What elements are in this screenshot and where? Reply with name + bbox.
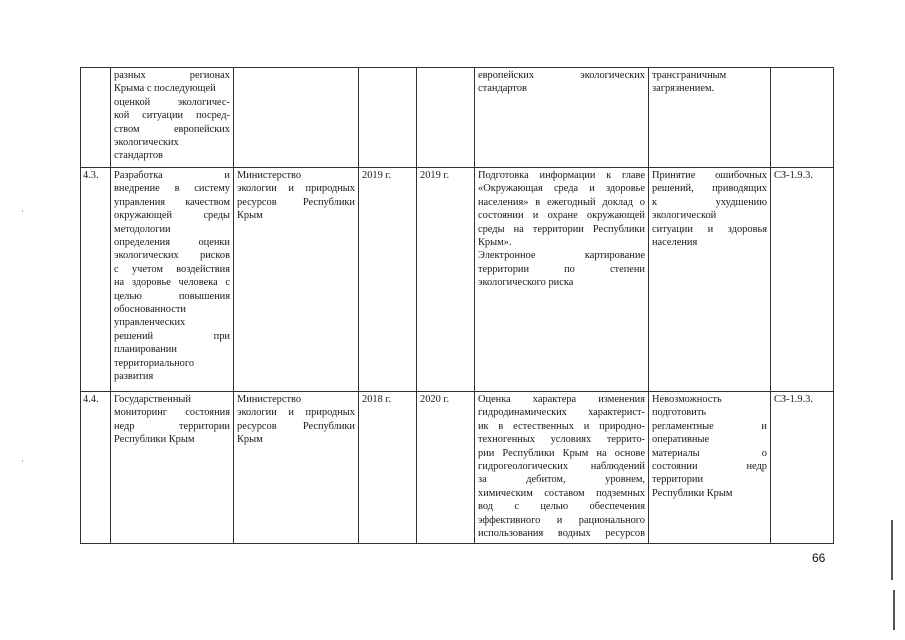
- measure-name-line: мониторинг состояния: [114, 407, 230, 419]
- measure-name-line: методологии: [114, 223, 171, 235]
- measure-name-line: обоснованности: [114, 304, 186, 316]
- measure-name-line: окружающей среды: [114, 210, 230, 222]
- measure-name-line: целью повышения: [114, 290, 230, 302]
- executor-line: экологии и природных: [237, 407, 355, 419]
- expected-result-line: гидродинамических характерист-: [478, 407, 645, 419]
- measure-name-line: Разработка и: [114, 170, 230, 181]
- expected-result-line: техногенных условиях террито-: [478, 434, 645, 446]
- risks-line: загрязнением.: [652, 83, 715, 95]
- expected-result-line: вод с целью обеспечения: [478, 501, 645, 513]
- expected-result-line: стандартов: [478, 83, 527, 95]
- measure-name-line: внедрение в систему: [114, 183, 230, 195]
- measure-name-line: недр территории: [114, 420, 230, 432]
- risks: [649, 68, 771, 168]
- expected-result-line: рии Республики Крым на основе: [478, 447, 645, 459]
- expected-result-line: Крым».: [478, 237, 512, 249]
- risks-line: состоянии недр: [652, 461, 767, 473]
- end-year: [417, 68, 475, 168]
- risks-line: экологической: [652, 210, 717, 222]
- executor: [234, 168, 359, 392]
- risks-line: Принятие ошибочных: [652, 170, 767, 181]
- table-row: [81, 68, 834, 168]
- measure-name: [111, 168, 234, 392]
- expected-result-line: химическим составом подземных: [478, 487, 645, 499]
- risks-line: Невозможность: [652, 394, 722, 405]
- risks: [649, 168, 771, 392]
- expected-result-line: состоянии и охране окружающей: [478, 210, 645, 222]
- right-edge-mark: [891, 520, 893, 580]
- measure-name-line: стандартов: [114, 150, 163, 162]
- measure-name-line: на здоровье человека с: [114, 277, 230, 289]
- expected-result: [475, 392, 649, 544]
- executor-line: Крым: [237, 210, 263, 222]
- risks-line: к ухудшению: [652, 196, 767, 208]
- start-year: 2019 г.: [359, 168, 417, 392]
- row-number: 4.4.: [81, 392, 111, 544]
- measure-name-line: определения оценки: [114, 237, 230, 249]
- left-margin-mark: [22, 210, 23, 212]
- expected-result-line: использования водных ресурсов: [478, 528, 645, 540]
- measure-name-line: ством европейских: [114, 123, 230, 135]
- risks-line: решений, приводящих: [652, 183, 767, 195]
- expected-result-line: экологического риска: [478, 277, 574, 289]
- expected-result-line: территории по степени: [478, 263, 645, 275]
- expected-result-line: европейских экологических: [478, 70, 645, 81]
- measure-name-line: кой ситуации посред-: [114, 110, 230, 122]
- expected-result-line: «Окружающая среда и здоровье: [478, 183, 645, 195]
- risks-line: оперативные: [652, 434, 710, 446]
- expected-result-line: эффективного и рационального: [478, 514, 645, 526]
- measure-name-line: планировании: [114, 344, 177, 356]
- end-year: 2019 г.: [417, 168, 475, 392]
- expected-result: [475, 168, 649, 392]
- risks: [649, 392, 771, 544]
- executor-line: ресурсов Республики: [237, 196, 355, 208]
- measure-name-line: экологических рисков: [114, 250, 230, 262]
- measure-name-line: оценкой экологичес-: [114, 96, 230, 108]
- measure-name-line: экологических: [114, 137, 179, 149]
- measure-name: [111, 68, 234, 168]
- risks-line: регламентные и: [652, 420, 767, 432]
- executor: [234, 392, 359, 544]
- risks-line: территории: [652, 474, 704, 486]
- executor-line: Крым: [237, 434, 263, 446]
- expected-result: [475, 68, 649, 168]
- risks-line: ситуации и здоровья: [652, 223, 767, 235]
- measure-name-line: разных регионах: [114, 70, 230, 81]
- risks-line: трансграничным: [652, 70, 727, 81]
- expected-result-line: Подготовка информации к главе: [478, 170, 645, 181]
- executor-line: ресурсов Республики: [237, 420, 355, 432]
- executor-line: Министерство: [237, 170, 302, 181]
- risks-line: материалы о: [652, 447, 767, 459]
- table-row: [81, 392, 834, 544]
- measure-name-line: Государственный: [114, 394, 191, 405]
- measure-name-line: с учетом воздействия: [114, 263, 230, 275]
- end-year: 2020 г.: [417, 392, 475, 544]
- measure-name: [111, 392, 234, 544]
- measure-name-line: развития: [114, 371, 154, 383]
- expected-result-line: среды на территории Республики: [478, 223, 645, 235]
- risks-line: подготовить: [652, 407, 707, 419]
- measure-name-line: управленческих: [114, 317, 186, 329]
- risks-line: населения: [652, 237, 698, 249]
- goal-code: СЗ-1.9.3.: [771, 168, 834, 392]
- measure-name-line: территориального: [114, 357, 195, 369]
- risks-line: Республики Крым: [652, 487, 733, 499]
- expected-result-line: Электронное картирование: [478, 250, 645, 262]
- expected-result-line: населения» в ежегодный доклад о: [478, 196, 645, 208]
- expected-result-line: за дебитом, уровнем,: [478, 474, 645, 486]
- executor-line: экологии и природных: [237, 183, 355, 195]
- measure-name-line: Крыма с последующей: [114, 83, 216, 95]
- measure-name-line: Республики Крым: [114, 434, 195, 446]
- left-margin-mark-2: [22, 460, 23, 462]
- goal-code: [771, 68, 834, 168]
- page-number: 66: [812, 551, 826, 565]
- start-year: [359, 68, 417, 168]
- document-table: [80, 67, 834, 544]
- expected-result-line: Оценка характера изменения: [478, 394, 645, 405]
- measure-name-line: управления качеством: [114, 196, 230, 208]
- executor: [234, 68, 359, 168]
- measure-name-line: решений при: [114, 330, 230, 342]
- row-number: 4.3.: [81, 168, 111, 392]
- goal-code: СЗ-1.9.3.: [771, 392, 834, 544]
- table-row: [81, 168, 834, 392]
- right-edge-mark-lower: [893, 590, 895, 630]
- start-year: 2018 г.: [359, 392, 417, 544]
- expected-result-line: ик в естественных и природно-: [478, 420, 645, 432]
- row-number: [81, 68, 111, 168]
- expected-result-line: гидрогеологических наблюдений: [478, 461, 645, 473]
- executor-line: Министерство: [237, 394, 302, 405]
